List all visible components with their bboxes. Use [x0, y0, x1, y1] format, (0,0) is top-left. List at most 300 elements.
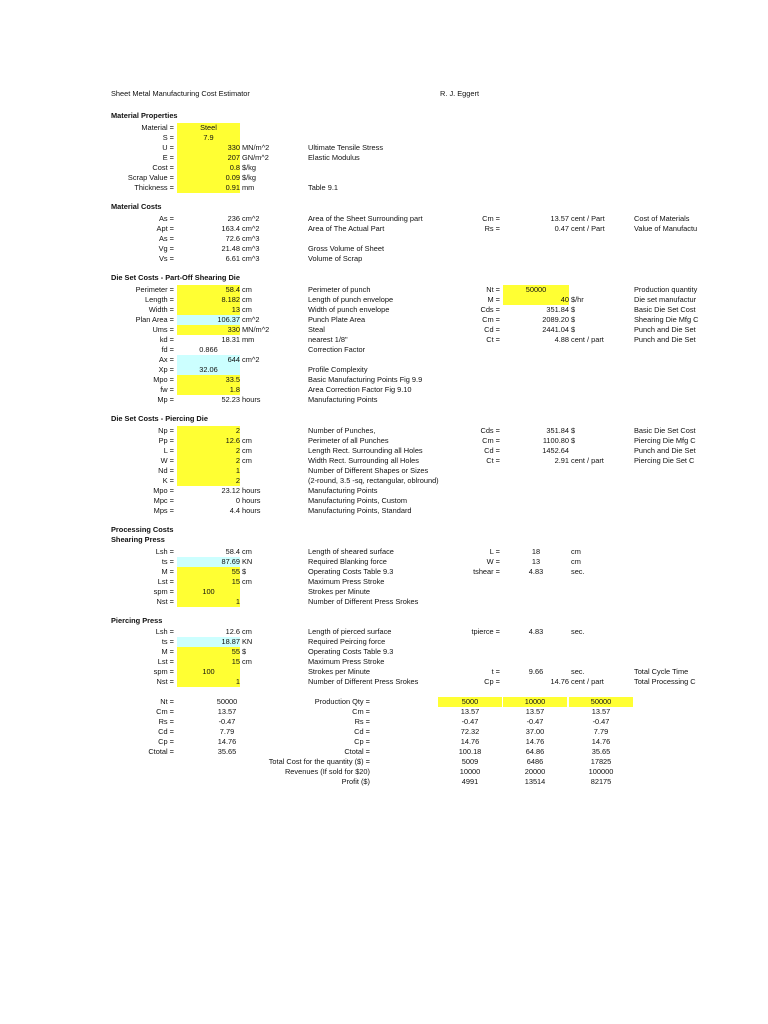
summary-row-label: Cp =	[354, 737, 370, 746]
parameter-unit: cm	[242, 446, 252, 455]
result-label: Cd =	[484, 446, 500, 455]
result-row	[0, 567, 768, 577]
result-value-cell[interactable]: 2.91	[554, 456, 569, 465]
description-row	[0, 466, 768, 476]
parameter-label: Np =	[158, 426, 174, 435]
summary-left-label: Cd =	[158, 727, 174, 736]
description-text: Gross Volume of Sheet	[308, 244, 384, 253]
parameter-unit: cm	[242, 285, 252, 294]
result-label: Cd =	[484, 325, 500, 334]
description-text: Area of the Sheet Surrounding part	[308, 214, 423, 223]
parameter-label: Nst =	[156, 677, 174, 686]
parameter-value-cell[interactable]: 1	[177, 597, 240, 607]
result-row	[0, 305, 768, 315]
parameter-unit: mm	[242, 335, 255, 344]
parameter-unit: cm	[242, 305, 252, 314]
result-row	[0, 335, 768, 345]
result-row	[0, 426, 768, 436]
result-unit: sec.	[571, 567, 585, 576]
summary-value-cell: 35.65	[591, 747, 611, 756]
result-value-cell[interactable]: 40	[503, 295, 569, 305]
summary-value-cell: 5009	[461, 757, 479, 766]
parameter-label: spm =	[153, 587, 174, 596]
summary-table-row	[0, 777, 768, 787]
result-row	[0, 285, 768, 295]
summary-row-label: Production Qty =	[314, 697, 370, 706]
parameter-value-cell[interactable]: 58.4	[225, 547, 240, 556]
result-row	[0, 667, 768, 677]
description-row	[0, 496, 768, 506]
description-text: Required Peircing force	[308, 637, 386, 646]
summary-value-cell: 100.18	[458, 747, 482, 756]
summary-value-cell: 13514	[524, 777, 546, 786]
result-value-cell[interactable]: 0.47	[554, 224, 569, 233]
description-text: Table 9.1	[308, 183, 338, 192]
result-unit: cent / part	[571, 456, 604, 465]
parameter-unit: hours	[242, 395, 261, 404]
result-label: Cp =	[484, 677, 500, 686]
result-unit: $/hr	[571, 295, 584, 304]
summary-left-value: 35.65	[217, 747, 237, 756]
parameter-unit: cm^3	[242, 254, 260, 263]
parameter-value-cell[interactable]: 55	[177, 647, 240, 657]
description-text: Length Rect. Surrounding all Holes	[308, 446, 423, 455]
sheet-title: Sheet Metal Manufacturing Cost Estimator	[111, 89, 250, 98]
result-unit: $	[571, 305, 576, 314]
parameter-value-cell[interactable]: 2	[177, 476, 240, 486]
parameter-unit: MN/m^2	[242, 325, 270, 334]
summary-value-cell: 4991	[461, 777, 479, 786]
summary-row-label: Profit ($)	[341, 777, 370, 786]
result-note: Cost of Materials	[634, 214, 690, 223]
parameter-label: Ums =	[152, 325, 174, 334]
result-note: Piercing Die Mfg C	[634, 436, 696, 445]
result-label: Cm =	[482, 436, 500, 445]
parameter-value-cell[interactable]: 100	[177, 587, 240, 597]
parameter-label: Mpc =	[153, 496, 174, 505]
description-text: Maximum Press Stroke	[308, 577, 385, 586]
section-header-row	[0, 616, 768, 626]
parameter-unit: hours	[242, 506, 261, 515]
section-title: Die Set Costs - Piercing Die	[111, 414, 208, 423]
parameter-label: S =	[162, 133, 174, 142]
parameter-value-cell[interactable]: 1.8	[177, 385, 240, 395]
parameter-label: As =	[159, 214, 174, 223]
result-unit: $	[571, 325, 576, 334]
parameter-value-cell[interactable]: 12.6	[177, 436, 240, 446]
parameter-label: W =	[160, 456, 174, 465]
summary-table-row	[0, 717, 768, 727]
parameter-label: U =	[162, 143, 174, 152]
description-text: Manufacturing Points, Custom	[308, 496, 407, 505]
parameter-value-cell[interactable]: Steel	[177, 123, 240, 133]
result-row	[0, 456, 768, 466]
summary-table-row	[0, 747, 768, 757]
summary-value-cell: 14.76	[525, 737, 545, 746]
parameter-value-cell[interactable]: 330	[177, 325, 240, 335]
result-value-cell[interactable]: 18	[531, 547, 541, 556]
parameter-label: Length =	[145, 295, 174, 304]
result-value-cell[interactable]: 50000	[503, 285, 569, 295]
parameter-row	[0, 355, 768, 365]
summary-value-cell: -0.47	[526, 717, 544, 726]
parameter-unit: MN/m^2	[242, 143, 270, 152]
parameter-label: Perimeter =	[135, 285, 174, 294]
result-unit: cent / part	[571, 335, 604, 344]
result-label: Cm =	[482, 315, 500, 324]
description-text: Length of pierced surface	[308, 627, 392, 636]
parameter-unit: cm	[242, 627, 252, 636]
summary-value-cell: -0.47	[592, 717, 610, 726]
parameter-unit: hours	[242, 486, 261, 495]
parameter-value-cell[interactable]: 330	[177, 143, 240, 153]
description-text: Correction Factor	[308, 345, 366, 354]
result-value-cell[interactable]: 2089.20	[542, 315, 569, 324]
summary-table-row	[0, 767, 768, 777]
summary-value-cell: 37.00	[525, 727, 545, 736]
parameter-label: Cost =	[152, 163, 174, 172]
parameter-row	[0, 133, 768, 143]
result-row	[0, 325, 768, 335]
parameter-value-cell[interactable]: 13	[177, 305, 240, 315]
section-header-row	[0, 111, 768, 121]
parameter-value-cell[interactable]: 2	[177, 456, 240, 466]
section-title: Shearing Press	[111, 535, 165, 544]
parameter-label: E =	[162, 153, 174, 162]
parameter-value-cell[interactable]: 0.91	[177, 183, 240, 193]
description-text: Manufacturing Points	[308, 395, 378, 404]
result-unit: sec.	[571, 627, 585, 636]
description-text: Profile Complexity	[308, 365, 368, 374]
parameter-label: As =	[159, 234, 174, 243]
summary-value-cell: 14.76	[460, 737, 480, 746]
parameter-label: Mp =	[157, 395, 174, 404]
description-row	[0, 183, 768, 193]
parameter-label: Plan Area =	[135, 315, 174, 324]
result-label: Ct =	[486, 456, 500, 465]
parameter-unit: KN	[242, 637, 253, 646]
parameter-value-cell[interactable]: 7.9	[177, 133, 240, 143]
description-row	[0, 647, 768, 657]
parameter-label: Vs =	[159, 254, 174, 263]
summary-left-label: Rs =	[158, 717, 174, 726]
parameter-label: kd =	[159, 335, 174, 344]
result-label: Nt =	[486, 285, 500, 294]
description-row	[0, 587, 768, 597]
parameter-unit: hours	[242, 496, 261, 505]
summary-table-row	[0, 707, 768, 717]
parameter-value-cell[interactable]: 32.06	[177, 365, 240, 375]
parameter-unit	[242, 133, 302, 143]
result-label: tshear =	[473, 567, 500, 576]
parameter-unit: cm^2	[242, 315, 260, 324]
parameter-label: Lst =	[157, 657, 174, 666]
description-row	[0, 506, 768, 516]
summary-left-value: 7.79	[219, 727, 235, 736]
description-row	[0, 476, 768, 486]
summary-value-cell: 14.76	[591, 737, 611, 746]
section-title: Piercing Press	[111, 616, 163, 625]
result-note: Value of Manufactu	[634, 224, 698, 233]
section-header-row	[0, 535, 768, 545]
parameter-unit: cm	[242, 456, 252, 465]
result-value-cell[interactable]: 14.76	[550, 677, 569, 686]
result-note: Piercing Die Set C	[634, 456, 695, 465]
summary-value-cell: 20000	[524, 767, 546, 776]
result-value-cell[interactable]: 351.84	[546, 305, 569, 314]
parameter-value-cell[interactable]: 6.61	[225, 254, 240, 263]
description-text: Operating Costs Table 9.3	[308, 567, 394, 576]
parameter-value-cell[interactable]: 15	[177, 577, 240, 587]
parameter-unit: mm	[242, 183, 255, 192]
result-unit	[571, 285, 631, 295]
parameter-value-cell[interactable]: 1	[177, 466, 240, 476]
result-unit: cm	[571, 557, 581, 566]
description-text: Strokes per Minute	[308, 587, 371, 596]
result-value-cell[interactable]: 2441.04	[542, 325, 569, 334]
parameter-label: Mpo =	[153, 486, 174, 495]
result-value-cell[interactable]: 4.83	[528, 627, 544, 636]
author-name: R. J. Eggert	[440, 89, 480, 98]
parameter-unit: cm	[242, 436, 252, 445]
parameter-label: Nst =	[156, 597, 174, 606]
parameter-value-cell[interactable]: 21.48	[221, 244, 240, 253]
description-text: Required Blanking force	[308, 557, 387, 566]
result-value-cell[interactable]: 1100.80	[542, 436, 569, 445]
summary-table-row	[0, 697, 768, 707]
description-row	[0, 365, 768, 375]
result-row	[0, 677, 768, 687]
result-value-cell[interactable]: 13	[531, 557, 541, 566]
parameter-value-cell[interactable]: 18.31	[221, 335, 240, 344]
parameter-value-cell[interactable]: 100	[177, 667, 240, 677]
summary-row-label: Cd =	[354, 727, 370, 736]
parameter-label: fd =	[161, 345, 174, 354]
summary-value-cell: 10000	[459, 767, 481, 776]
parameter-unit: cm^2	[242, 224, 260, 233]
description-text: Basic Manufacturing Points Fig 9.9	[308, 375, 423, 384]
description-text: (2-round, 3.5 -sq, rectangular, oblround)	[308, 476, 439, 485]
parameter-label: Thickness =	[134, 183, 174, 192]
result-note: Production quantity	[634, 285, 698, 294]
result-unit: sec.	[571, 667, 585, 676]
summary-table-row	[0, 727, 768, 737]
summary-row-label: Cm =	[352, 707, 370, 716]
production-qty-input[interactable]: 10000	[503, 697, 567, 707]
parameter-row	[0, 234, 768, 244]
parameter-value-cell[interactable]: 2	[177, 446, 240, 456]
result-value-cell[interactable]: 4.83	[528, 567, 544, 576]
parameter-row	[0, 123, 768, 133]
parameter-unit: cm^2	[242, 355, 260, 364]
result-label: t =	[491, 667, 500, 676]
result-row	[0, 224, 768, 234]
parameter-label: Pp =	[158, 436, 174, 445]
summary-left-label: Ctotal =	[148, 747, 174, 756]
result-value-cell[interactable]: 1452.64	[542, 446, 569, 455]
description-row	[0, 597, 768, 607]
result-label: M =	[487, 295, 500, 304]
description-text: Elastic Modulus	[308, 153, 360, 162]
description-row	[0, 153, 768, 163]
parameter-label: Material =	[141, 123, 174, 132]
description-text: Number of Different Press Srokes	[308, 597, 419, 606]
parameter-value-cell[interactable]: 0	[235, 496, 240, 505]
summary-left-value: 50000	[216, 697, 238, 706]
result-label: Ct =	[486, 335, 500, 344]
summary-value-cell: 7.79	[593, 727, 609, 736]
section-title: Material Costs	[111, 202, 162, 211]
section-title: Die Set Costs - Part-Off Shearing Die	[111, 273, 240, 282]
summary-value-cell: 6486	[526, 757, 544, 766]
result-label: Rs =	[484, 224, 500, 233]
result-value-cell[interactable]: 351.84	[546, 426, 569, 435]
result-note	[634, 557, 768, 567]
result-value-cell[interactable]: 9.66	[528, 667, 544, 676]
description-text: Punch Plate Area	[308, 315, 366, 324]
description-text: Width of punch envelope	[308, 305, 390, 314]
parameter-value-cell[interactable]: 106.37	[177, 315, 240, 325]
description-text: Volume of Scrap	[308, 254, 363, 263]
result-unit: cent / part	[571, 677, 604, 686]
summary-row-label: Revenues (If sold for $20)	[284, 767, 370, 776]
result-note: Punch and Die Set	[634, 325, 696, 334]
parameter-label: Mps =	[153, 506, 174, 515]
summary-row-label: Rs =	[354, 717, 370, 726]
title-row	[0, 89, 768, 99]
result-note: Die set manufactur	[634, 295, 697, 304]
parameter-label: ts =	[161, 557, 174, 566]
parameter-value-cell[interactable]: 644	[177, 355, 240, 365]
parameter-value-cell[interactable]: 52.23	[221, 395, 240, 404]
result-row	[0, 547, 768, 557]
summary-value-cell: 64.86	[525, 747, 545, 756]
parameter-unit: cm^3	[242, 244, 260, 253]
parameter-label: fw =	[160, 385, 174, 394]
summary-left-label: Cp =	[158, 737, 174, 746]
description-text: Manufacturing Points, Standard	[308, 506, 412, 515]
description-text: Manufacturing Points	[308, 486, 378, 495]
summary-left-label: Cm =	[156, 707, 174, 716]
parameter-label: M =	[161, 567, 174, 576]
section-title: Material Properties	[111, 111, 178, 120]
description-text: Operating Costs Table 9.3	[308, 647, 394, 656]
production-qty-input[interactable]: 5000	[438, 697, 502, 707]
description-text: Number of Different Press Srokes	[308, 677, 419, 686]
result-label: Cds =	[480, 305, 500, 314]
parameter-value-cell[interactable]: 236	[227, 214, 240, 223]
parameter-label: spm =	[153, 667, 174, 676]
summary-value-cell: 13.57	[460, 707, 480, 716]
description-row	[0, 577, 768, 587]
parameter-value-cell[interactable]: 2	[177, 426, 240, 436]
description-text: Width Rect. Surrounding all Holes	[308, 456, 419, 465]
parameter-value-cell[interactable]: 15	[177, 657, 240, 667]
summary-value-cell: -0.47	[461, 717, 479, 726]
description-row	[0, 486, 768, 496]
parameter-value-cell[interactable]: 33.5	[177, 375, 240, 385]
parameter-unit	[242, 123, 302, 133]
parameter-value-cell[interactable]: 4.4	[229, 506, 240, 515]
summary-value-cell: 72.32	[460, 727, 480, 736]
description-row	[0, 637, 768, 647]
section-header-row	[0, 273, 768, 283]
description-text: Area of The Actual Part	[308, 224, 385, 233]
summary-row-label: Ctotal =	[344, 747, 370, 756]
parameter-label: K =	[162, 476, 174, 485]
parameter-unit: GN/m^2	[242, 153, 269, 162]
description-row	[0, 345, 768, 355]
summary-value-cell: 100000	[588, 767, 614, 776]
result-note: Punch and Die Set	[634, 446, 696, 455]
parameter-label: Nd =	[158, 466, 174, 475]
result-unit: cent / Part	[571, 224, 605, 233]
summary-left-value: -0.47	[218, 717, 236, 726]
description-row	[0, 375, 768, 385]
result-unit	[571, 446, 631, 456]
summary-row-label: Total Cost for the quantity ($) =	[268, 757, 370, 766]
parameter-label: M =	[161, 647, 174, 656]
parameter-label: ts =	[161, 637, 174, 646]
result-row	[0, 214, 768, 224]
result-note: Punch and Die Set	[634, 335, 696, 344]
parameter-label: Lst =	[157, 577, 174, 586]
parameter-row	[0, 163, 768, 173]
section-header-row	[0, 414, 768, 424]
result-note: Total Processing C	[634, 677, 696, 686]
parameter-value-cell[interactable]: 0.8	[177, 163, 240, 173]
parameter-value-cell[interactable]: 12.6	[225, 627, 240, 636]
parameter-value-cell[interactable]: 1	[177, 677, 240, 687]
description-text: Perimeter of punch	[308, 285, 371, 294]
parameter-value-cell[interactable]: 163.4	[221, 224, 240, 233]
description-text: Length of sheared surface	[308, 547, 394, 556]
parameter-value-cell[interactable]: 0.866	[199, 345, 218, 354]
parameter-value-cell[interactable]: 72.6	[225, 234, 240, 243]
description-row	[0, 395, 768, 405]
result-unit: cm	[571, 547, 581, 556]
result-unit: cent / Part	[571, 214, 605, 223]
result-value-cell[interactable]: 4.88	[554, 335, 569, 344]
description-text: Ultimate Tensile Stress	[308, 143, 384, 152]
description-row	[0, 143, 768, 153]
description-row	[0, 657, 768, 667]
summary-left-value: 14.76	[217, 737, 237, 746]
parameter-unit: $	[242, 647, 247, 656]
parameter-row	[0, 173, 768, 183]
parameter-value-cell[interactable]: 55	[177, 567, 240, 577]
parameter-value-cell[interactable]: 207	[177, 153, 240, 163]
description-text: nearest 1/8"	[308, 335, 348, 344]
parameter-value-cell[interactable]: 0.09	[177, 173, 240, 183]
production-qty-input[interactable]: 50000	[569, 697, 633, 707]
result-unit: $	[571, 436, 576, 445]
parameter-value-cell[interactable]: 8.182	[177, 295, 240, 305]
result-note: Shearing Die Mfg C	[634, 315, 699, 324]
parameter-value-cell[interactable]: 87.69	[177, 557, 240, 567]
section-header-row	[0, 525, 768, 535]
result-label: tpierce =	[471, 627, 500, 636]
parameter-value-cell[interactable]: 58.4	[177, 285, 240, 295]
description-text: Steal	[308, 325, 325, 334]
result-value-cell[interactable]: 13.57	[550, 214, 569, 223]
parameter-value-cell[interactable]: 18.87	[177, 637, 240, 647]
result-label: L =	[489, 547, 500, 556]
result-note: Basic Die Set Cost	[634, 305, 696, 314]
parameter-value-cell[interactable]: 23.12	[221, 486, 240, 495]
summary-table-row	[0, 757, 768, 767]
result-unit: $	[571, 315, 576, 324]
